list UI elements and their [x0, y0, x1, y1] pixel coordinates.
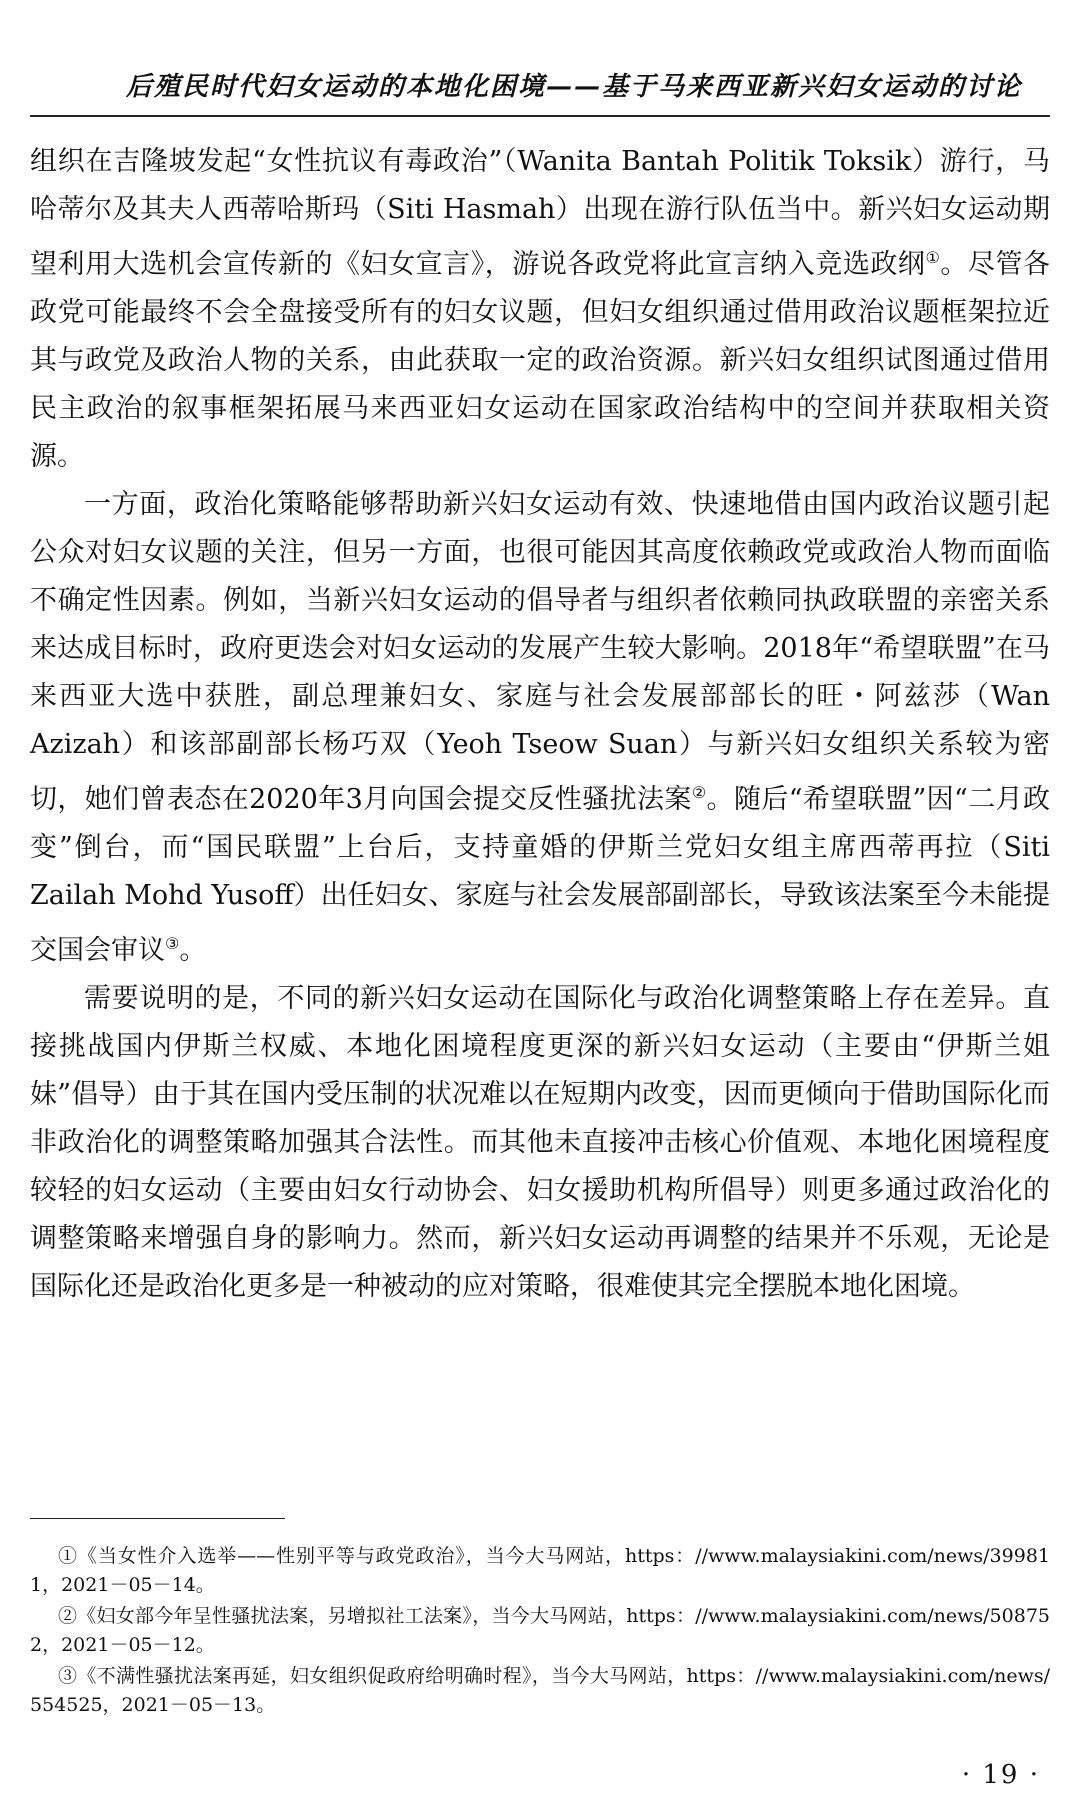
header-rule — [30, 115, 1050, 117]
body-text — [30, 138, 1050, 1311]
footnotes — [30, 1542, 1050, 1722]
paragraph-1-punct: 。 — [940, 249, 968, 280]
paragraph-3: 需要说明的是，不同的新兴妇女运动在国际化与政治化调整策略上存在差异。直接挑战国内伊斯兰权威、本地化困境程度更深的新兴妇女运动（主要由“伊斯兰姐妹”倡导）由于其在国内受压制的状况难以在短期内改变，因而更倾向于借助国际化而非政治化的调整策略加强其合法性。而其他未直接冲击核心价值观、本地化困境程度较轻的妇女运动（主要由妇女行动协会、妇女援助机构所倡导）则更多通过政治化的调整策略来增强自身的影响力。然而，新兴妇女运动再调整的结果并不乐观，无论是国际化还是政治化更多是一种被动的应对策略，很难使其完全摆脱本地化困境。 — [30, 983, 1050, 1302]
footnote-1: ①《当女性介入选举——性别平等与政党政治》，当今大马网站，https：//www.malaysiakini.com/news/399811，2021－05－14。 — [30, 1545, 1050, 1596]
paragraph-2-part-2: 随后“希望联盟”因“二月政变”倒台，而“国民联盟”上台后，支持童婚的伊斯兰党妇女组主席西蒂再拉（Siti Zailah Mohd Yusoff）出任妇女、家庭与社会发展部副部长，导致该法案至今未能提交国会审议 — [30, 784, 1050, 966]
paragraph-2 — [30, 481, 1050, 975]
footnote-2: ②《妇女部今年呈性骚扰法案，另增拟社工法案》，当今大马网站，https：//www.malaysiakini.com/news/508752，2021－05－12。 — [30, 1605, 1050, 1656]
paragraph-2-end-punct: 。 — [179, 935, 207, 966]
paragraph-1 — [30, 138, 1050, 481]
page-number: · 19 · — [961, 1760, 1040, 1790]
paragraph-1-part-2: 尽管各政党可能最终不会全盘接受所有的妇女议题，但妇女组织通过借用政治议题框架拉近其与政党及政治人物的关系，由此获取一定的政治资源。新兴妇女组织试图通过借用民主政治的叙事框架拓展马来西亚妇女运动在国家政治结构中的空间并获取相关资源。 — [30, 249, 1051, 472]
paragraph-2-part-1: 一方面，政治化策略能够帮助新兴妇女运动有效、快速地借由国内政治议题引起公众对妇女议题的关注，但另一方面，也很可能因其高度依赖政党或政治人物而面临不确定性因素。例如，当新兴妇女运动的倡导者与组织者依赖同执政联盟的亲密关系来达成目标时，政府更迭会对妇女运动的发展产生较大影响。2018年“希望联盟”在马来西亚大选中获胜，副总理兼妇女、家庭与社会发展部部长的旺・阿兹莎（Wan Azizah）和该部副部长杨巧双（Yeoh Tseow Suan）与新兴妇女组织关系较为密切，她们曾表态在2020年3月向国会提交反性骚扰法案 — [30, 489, 1050, 815]
footnote-ref-1: ① — [925, 248, 941, 267]
footnote-3: ③《不满性骚扰法案再延，妇女组织促政府给明确时程》，当今大马网站，https：//www.malaysiakini.com/news/554525，2021－05－13。 — [30, 1665, 1050, 1716]
paragraph-1-part-1: 组织在吉隆坡发起“女性抗议有毒政治”（Wanita Bantah Politik Toksik）游行，马哈蒂尔及其夫人西蒂哈斯玛（Siti Hasmah）出现在游行队伍当中。新兴妇女运动期望利用大选机会宣传新的《妇女宣言》，游说各政党将此宣言纳入竞选政纲 — [30, 146, 1050, 280]
running-title: 后殖民时代妇女运动的本地化困境——基于马来西亚新兴妇女运动的讨论 — [125, 72, 1022, 102]
footnote-rule — [30, 1518, 285, 1519]
footnote-ref-2: ② — [691, 783, 707, 802]
paragraph-2-punct: 。 — [706, 784, 734, 815]
page-header — [30, 66, 1050, 114]
footnote-ref-3: ③ — [165, 934, 180, 953]
